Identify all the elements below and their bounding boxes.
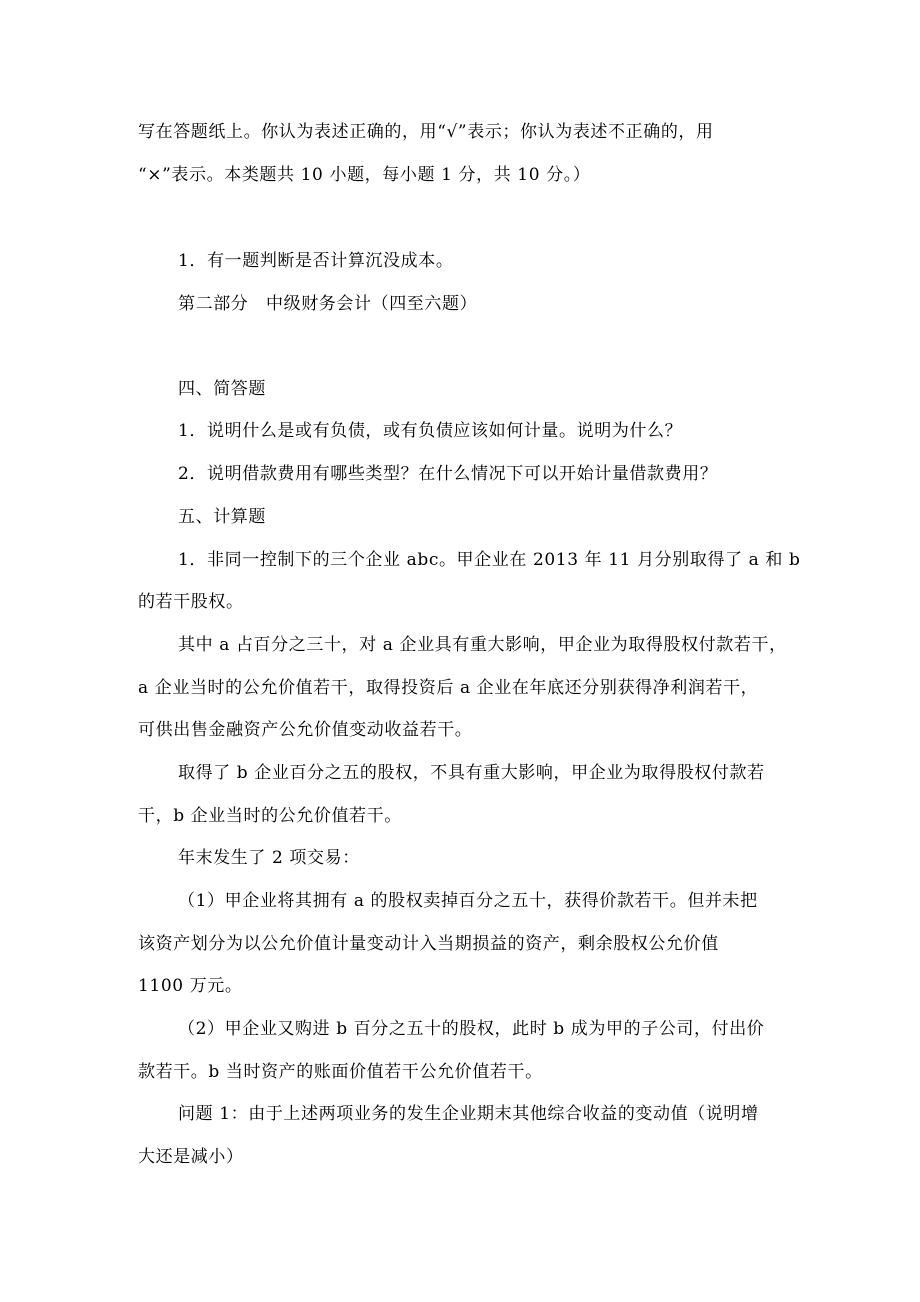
transaction-2-line-1: （2）甲企业又购进 b 百分之五十的股权，此时 b 成为甲的子公司，付出价 <box>178 1019 765 1039</box>
calc-question-1-line-1: 1．非同一控制下的三个企业 abc。甲企业在 2013 年 11 月分别取得了 a 和 b <box>178 550 801 570</box>
question-1-line-2: 大还是减小） <box>138 1147 244 1167</box>
calc-paragraph-b-line-1: 取得了 b 企业百分之五的股权，不具有重大影响，甲企业为取得股权付款若 <box>178 763 765 783</box>
question-1-line-1: 问题 1：由于上述两项业务的发生企业期末其他综合收益的变动值（说明增 <box>178 1104 759 1124</box>
calc-paragraph-a-line-3: 可供出售金融资产公允价值变动收益若干。 <box>138 720 473 740</box>
calc-paragraph-a-line-2: a 企业当时的公允价值若干，取得投资后 a 企业在年底还分别获得净利润若干， <box>138 678 759 698</box>
transaction-1-line-3: 1100 万元。 <box>138 976 243 996</box>
transaction-2-line-2: 款若干。b 当时资产的账面价值若干公允价值若干。 <box>138 1062 543 1082</box>
section-heading-short-answer: 四、简答题 <box>178 379 266 399</box>
judgement-item-1: 1．有一题判断是否计算沉没成本。 <box>178 251 454 271</box>
short-answer-question-2: 2．说明借款费用有哪些类型？在什么情况下可以开始计量借款费用？ <box>178 464 718 484</box>
transaction-1-line-2: 该资产划分为以公允价值计量变动计入当期损益的资产，剩余股权公允价值 <box>138 934 719 954</box>
calc-paragraph-a-line-1: 其中 a 占百分之三十，对 a 企业具有重大影响，甲企业为取得股权付款若干， <box>178 635 787 655</box>
calc-transactions-intro: 年末发生了 2 项交易： <box>178 848 360 868</box>
section-heading-part-two: 第二部分 中级财务会计（四至六题） <box>178 294 478 314</box>
short-answer-question-1: 1．说明什么是或有负债，或有负债应该如何计量。说明为什么？ <box>178 421 683 441</box>
intro-line-1: 写在答题纸上。你认为表述正确的，用“√”表示；你认为表述不正确的，用 <box>138 122 714 142</box>
intro-line-2: “×”表示。本类题共 10 小题，每小题 1 分，共 10 分。） <box>138 165 591 185</box>
transaction-1-line-1: （1）甲企业将其拥有 a 的股权卖掉百分之五十，获得价款若干。但并未把 <box>178 891 758 911</box>
calc-paragraph-b-line-2: 干，b 企业当时的公允价值若干。 <box>138 806 402 826</box>
section-heading-calculation: 五、计算题 <box>178 507 266 527</box>
calc-question-1-line-2: 的若干股权。 <box>138 592 244 612</box>
